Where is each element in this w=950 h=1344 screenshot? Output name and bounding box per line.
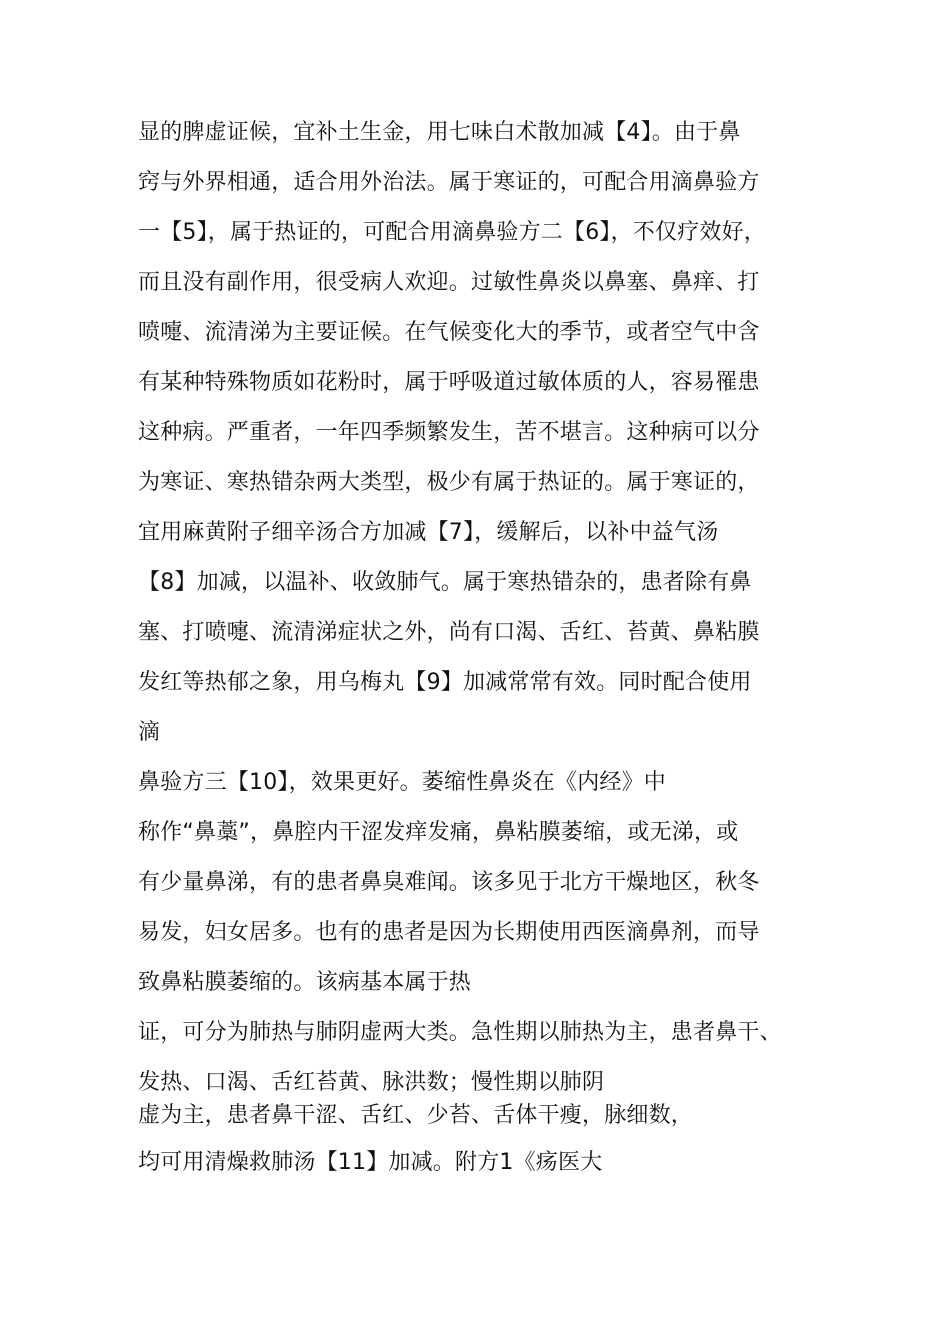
text-line: 窍与外界相通，适合用外治法。属于寒证的，可配合用滴鼻验方 [138,170,760,195]
text-line: 塞、打喷嚏、流清涕症状之外，尚有口渴、舌红、苔黄、鼻粘膜 [138,620,760,645]
text-line: 致鼻粘膜萎缩的。该病基本属于热 [138,970,472,995]
text-line: 鼻验方三【10】，效果更好。萎缩性鼻炎在《内经》中 [138,770,666,795]
text-line: 证，可分为肺热与肺阴虚两大类。急性期以肺热为主，患者鼻干、 [138,1020,782,1045]
text-line: 喷嚏、流清涕为主要证候。在气候变化大的季节，或者空气中含 [138,320,760,345]
text-line: 虚为主，患者鼻干涩、舌红、少苔、舌体干瘦，脉细数， [138,1103,694,1128]
text-line: 【8】加减，以温补、收敛肺气。属于寒热错杂的，患者除有鼻 [138,570,752,595]
text-line: 显的脾虚证候，宜补土生金，用七味白术散加减【4】。由于鼻 [138,120,741,145]
text-line: 发热、口渴、舌红苔黄、脉洪数；慢性期以肺阴 [138,1070,605,1095]
text-line: 宜用麻黄附子细辛汤合方加减【7】，缓解后，以补中益气汤 [138,520,719,545]
text-line: 均可用清燥救肺汤【11】加减。附方1《疡医大 [138,1150,603,1175]
text-line: 而且没有副作用，很受病人欢迎。过敏性鼻炎以鼻塞、鼻痒、打 [138,270,760,295]
text-line: 易发，妇女居多。也有的患者是因为长期使用西医滴鼻剂，而导 [138,920,760,945]
text-line: 为寒证、寒热错杂两大类型，极少有属于热证的。属于寒证的， [138,470,760,495]
text-line: 滴 [138,720,161,745]
text-line: 发红等热郁之象，用乌梅丸【9】加减常常有效。同时配合使用 [138,670,752,695]
text-line: 有少量鼻涕，有的患者鼻臭难闻。该多见于北方干燥地区，秋冬 [138,870,760,895]
text-line: 一【5】，属于热证的，可配合用滴鼻验方二【6】，不仅疗效好， [138,220,766,245]
text-line: 这种病。严重者，一年四季频繁发生，苦不堪言。这种病可以分 [138,420,760,445]
text-line: 称作“鼻藁”，鼻腔内干涩发痒发痛，鼻粘膜萎缩，或无涕，或 [138,820,739,845]
text-line: 有某种特殊物质如花粉时，属于呼吸道过敏体质的人，容易罹患 [138,370,760,395]
